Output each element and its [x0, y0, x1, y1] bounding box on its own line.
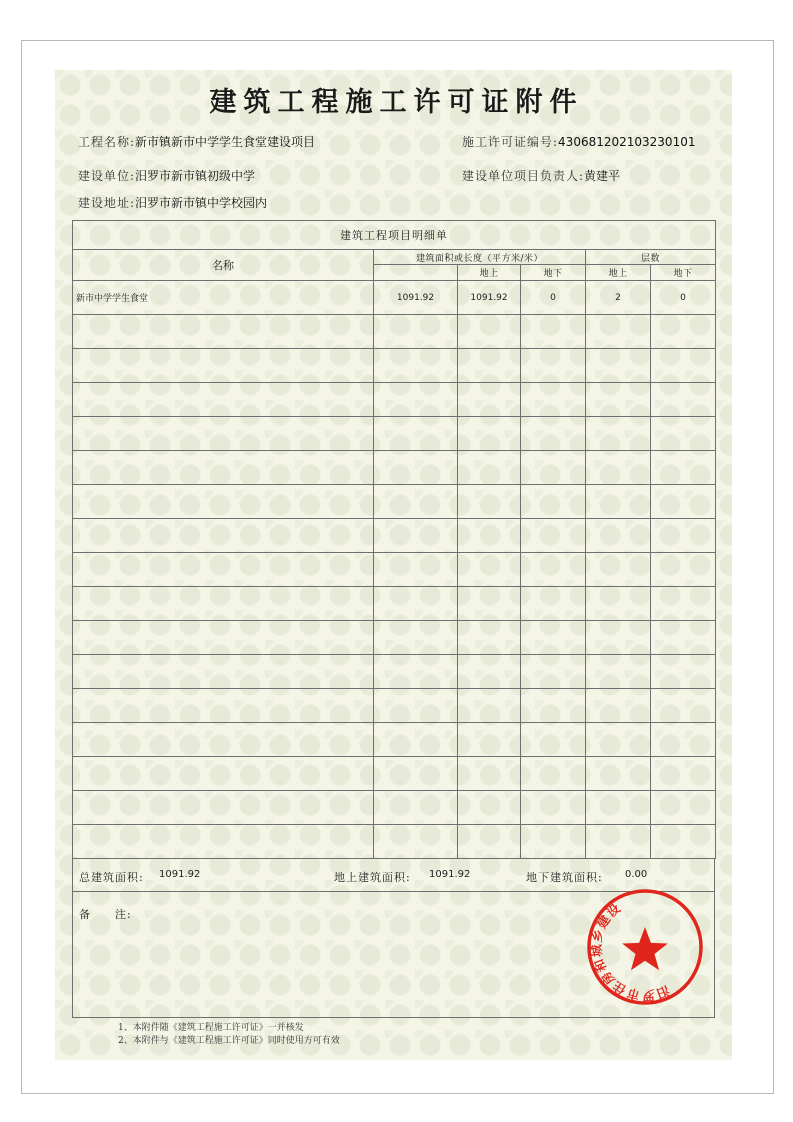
cell-area-below — [521, 553, 586, 587]
cell-area-below — [521, 519, 586, 553]
permit-number-value: 430681202103230101 — [558, 135, 696, 149]
cell-area — [374, 825, 458, 859]
cell-floors-above — [586, 519, 651, 553]
cell-area-above — [458, 655, 521, 689]
cell-area-above — [458, 723, 521, 757]
cell-area-above — [458, 451, 521, 485]
unit-manager-label: 建设单位项目负责人: — [462, 169, 585, 183]
construction-unit-field — [78, 167, 255, 184]
address-value: 汨罗市新市镇中学校园内 — [135, 196, 268, 210]
below-area-label: 地下建筑面积: — [526, 871, 603, 884]
area-column-header: 建筑面积或长度（平方米/米） — [374, 250, 586, 265]
cell-floors-below — [651, 791, 716, 825]
table-row — [73, 723, 716, 757]
cell-area — [374, 315, 458, 349]
unit-manager-field — [462, 167, 620, 184]
cell-floors-below — [651, 519, 716, 553]
cell-floors-above — [586, 757, 651, 791]
cell-floors-below — [651, 417, 716, 451]
cell-name: 新市中学学生食堂 — [73, 281, 374, 315]
cell-area-below — [521, 451, 586, 485]
cell-area-above — [458, 791, 521, 825]
cell-floors-above: 2 — [586, 281, 651, 315]
above-area-value: 1091.92 — [429, 869, 471, 880]
cell-name — [73, 485, 374, 519]
below-area-value: 0.00 — [625, 869, 648, 880]
project-detail-table — [72, 220, 716, 859]
cell-area-below — [521, 621, 586, 655]
area-below-subheader: 地下 — [521, 265, 586, 281]
cell-floors-above — [586, 791, 651, 825]
table-row — [73, 825, 716, 859]
cell-name — [73, 519, 374, 553]
cell-area — [374, 621, 458, 655]
cell-name — [73, 451, 374, 485]
cell-name — [73, 723, 374, 757]
cell-name — [73, 825, 374, 859]
total-area-value: 1091.92 — [159, 869, 201, 880]
cell-area-below — [521, 825, 586, 859]
cell-area-below — [521, 757, 586, 791]
cell-area — [374, 757, 458, 791]
cell-name — [73, 587, 374, 621]
area-blank-subheader — [374, 265, 458, 281]
address-label: 建设地址: — [78, 196, 136, 210]
cell-area-above — [458, 315, 521, 349]
table-row — [73, 315, 716, 349]
table-row — [73, 349, 716, 383]
cell-floors-below — [651, 383, 716, 417]
construction-unit-label: 建设单位: — [78, 169, 136, 183]
cell-area-below — [521, 723, 586, 757]
cell-area-above — [458, 349, 521, 383]
project-name-field — [78, 133, 315, 150]
document-title: 建筑工程施工许可证附件 — [209, 87, 584, 118]
footnote-2: 2、本附件与《建筑工程施工许可证》同时使用方可有效 — [118, 1036, 340, 1046]
remarks-label: 备 注: — [79, 908, 132, 921]
cell-area-above — [458, 587, 521, 621]
cell-area — [374, 383, 458, 417]
cell-floors-above — [586, 689, 651, 723]
cell-floors-below — [651, 587, 716, 621]
cell-floors-below — [651, 451, 716, 485]
cell-name — [73, 655, 374, 689]
table-row — [73, 553, 716, 587]
unit-manager-value: 黄建平 — [584, 169, 621, 183]
cell-area-above: 1091.92 — [458, 281, 521, 315]
table-row — [73, 519, 716, 553]
cell-area-above — [458, 621, 521, 655]
cell-name — [73, 383, 374, 417]
cell-floors-below — [651, 349, 716, 383]
cell-area-below — [521, 417, 586, 451]
cell-area-below — [521, 315, 586, 349]
cell-area — [374, 349, 458, 383]
cell-floors-below — [651, 689, 716, 723]
cell-area — [374, 485, 458, 519]
cell-area — [374, 553, 458, 587]
project-name-label: 工程名称: — [78, 135, 136, 149]
cell-floors-above — [586, 723, 651, 757]
table-row — [73, 417, 716, 451]
cell-area: 1091.92 — [374, 281, 458, 315]
cell-area — [374, 655, 458, 689]
cell-floors-above — [586, 417, 651, 451]
cell-floors-below — [651, 621, 716, 655]
cell-floors-below — [651, 315, 716, 349]
table-row — [73, 655, 716, 689]
permit-number-field — [462, 133, 695, 150]
cell-area-above — [458, 519, 521, 553]
cell-floors-above — [586, 553, 651, 587]
total-area-label: 总建筑面积: — [79, 871, 144, 884]
table-row — [73, 689, 716, 723]
cell-area-below — [521, 655, 586, 689]
table-caption: 建筑工程项目明细单 — [73, 221, 716, 250]
cell-floors-below — [651, 485, 716, 519]
table-row — [73, 281, 716, 315]
floors-below-subheader: 地下 — [651, 265, 716, 281]
cell-area-below — [521, 689, 586, 723]
cell-area-above — [458, 417, 521, 451]
table-row — [73, 791, 716, 825]
cell-area-above — [458, 825, 521, 859]
footnote-1: 1、本附件随《建筑工程施工许可证》一并核发 — [118, 1023, 304, 1033]
cell-floors-above — [586, 621, 651, 655]
cell-area-below — [521, 383, 586, 417]
cell-area-below — [521, 791, 586, 825]
table-row — [73, 757, 716, 791]
table-row — [73, 485, 716, 519]
name-column-header: 名称 — [73, 250, 374, 281]
cell-floors-above — [586, 825, 651, 859]
cell-name — [73, 315, 374, 349]
cell-area-above — [458, 689, 521, 723]
cell-floors-above — [586, 587, 651, 621]
cell-area — [374, 519, 458, 553]
cell-area-below — [521, 587, 586, 621]
table-row — [73, 451, 716, 485]
cell-floors-above — [586, 315, 651, 349]
seal-star-icon — [622, 927, 668, 970]
cell-area — [374, 587, 458, 621]
seal-text: 汨罗市住房和城乡建设局 — [588, 899, 672, 1004]
cell-name — [73, 689, 374, 723]
cell-floors-below — [651, 723, 716, 757]
cell-name — [73, 621, 374, 655]
construction-unit-value: 汨罗市新市镇初级中学 — [135, 169, 256, 183]
cell-name — [73, 349, 374, 383]
cell-name — [73, 757, 374, 791]
cell-area-below — [521, 485, 586, 519]
above-area-label: 地上建筑面积: — [334, 871, 411, 884]
floors-above-subheader: 地上 — [586, 265, 651, 281]
cell-name — [73, 553, 374, 587]
area-above-subheader: 地上 — [458, 265, 521, 281]
cell-area — [374, 417, 458, 451]
cell-area — [374, 689, 458, 723]
official-seal-stamp — [585, 887, 705, 1007]
cell-name — [73, 417, 374, 451]
table-row — [73, 587, 716, 621]
cell-area-above — [458, 553, 521, 587]
footnotes — [118, 1022, 340, 1048]
cell-area-above — [458, 383, 521, 417]
cell-area-below — [521, 349, 586, 383]
cell-name — [73, 791, 374, 825]
cell-floors-above — [586, 655, 651, 689]
floors-column-header: 层数 — [586, 250, 716, 265]
cell-floors-below: 0 — [651, 281, 716, 315]
cell-floors-above — [586, 485, 651, 519]
cell-floors-below — [651, 655, 716, 689]
cell-area — [374, 723, 458, 757]
cell-area-above — [458, 485, 521, 519]
cell-area-above — [458, 757, 521, 791]
permit-number-label: 施工许可证编号: — [462, 135, 559, 149]
cell-floors-below — [651, 757, 716, 791]
cell-floors-above — [586, 349, 651, 383]
cell-floors-above — [586, 383, 651, 417]
cell-floors-above — [586, 451, 651, 485]
project-name-value: 新市镇新市中学学生食堂建设项目 — [135, 135, 316, 149]
cell-area-below: 0 — [521, 281, 586, 315]
address-field — [78, 194, 267, 211]
table-row — [73, 621, 716, 655]
cell-floors-below — [651, 553, 716, 587]
cell-area — [374, 791, 458, 825]
cell-floors-below — [651, 825, 716, 859]
cell-area — [374, 451, 458, 485]
table-row — [73, 383, 716, 417]
